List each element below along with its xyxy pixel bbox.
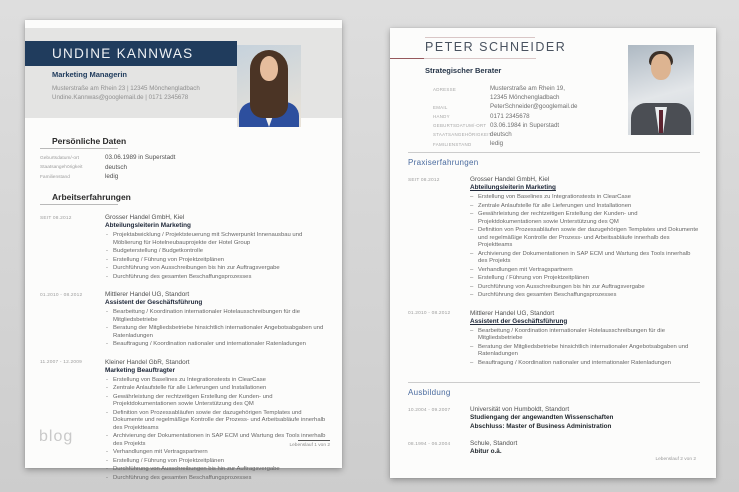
experience-entry [40,359,332,484]
entry-institution: Universität von Humboldt, Standort [470,406,570,413]
entry-date: SEIT 08.2012 [408,177,440,183]
entry-bullet-list [105,232,332,281]
entry-company: Kleiner Handel GbR, Standort [105,358,190,366]
entry-bullet-list [470,194,700,300]
degree-line: Studiengang der angewandten Wissenschaften [470,414,614,421]
page-footer [289,440,330,448]
section-divider [408,382,700,383]
field-value: 03.06.1989 in Superstadt [105,154,176,161]
cv-document-left [25,20,342,481]
bullet-item: - Erstellung / Führung von Projektzeitplänen [105,458,332,466]
bullet-item: - Projektabwicklung / Projektsteuerung mit Schwerpunkt Innenausbau und Möblierung für Hotelneubauprojekte der Hotel Group [105,232,332,247]
bullet-item: - Erstellung von Baselines zu Integrationstests in ClearCase [105,377,332,385]
bullet-item: – Bearbeitung / Koordination internationaler Hotelausschreibungen für die Mitgliedsbetriebe [470,328,700,343]
personal-info-row [433,131,623,138]
entry-company: Mittlerer Handel UG, Standort [470,309,555,317]
entry-body [470,176,700,301]
field-label: ADRESSE [433,86,457,92]
education-entry [408,406,700,431]
bullet-item: - Bearbeitung / Koordination internationaler Hotelausschreibungen für die Mitgliedsbetriebe [105,309,332,324]
field-label: FAMILIENSTAND [433,141,472,147]
footer-page-number: Lebenslauf 1 von 2 [289,443,330,448]
bullet-item: – Beauftragung / Koordination nationaler und internationaler Ratenladungen [470,360,700,368]
cv-document-right [390,28,716,478]
bullet-item: - Durchführung von Ausschreibungen bis hin zur Auftragsvergabe [105,466,332,474]
bullet-item: - Beauftragung / Koordination nationaler und internationaler Ratenladungen [105,341,332,349]
section-heading-text: Ausbildung [408,388,451,397]
bullet-item: - Gewährleistung der rechtzeitigen Erstellung der Kunden- und Projektdokumentationen sowie Unterstützung des QM [105,394,332,409]
bullet-item: - Definition von Prozessabläufen sowie der dazugehörigen Templates und Dokumente und regelmäßige Kontrolle der Prozess- und Arbeitsabläufe innerhalb des Projektteams [105,410,332,433]
heading-underline [40,204,118,205]
personal-info-row [433,103,623,110]
field-value: 03.06.1984 in Superstadt [490,121,560,129]
footer-page-number: Lebenslauf 2 von 2 [655,457,696,462]
entry-degree-lines [470,448,700,457]
bullet-item: - Budgeterstellung / Budgetkontrolle [105,248,332,256]
personal-info-row [433,94,623,101]
entry-bullet-list [470,328,700,368]
person-name: UNDINE KANNWAS [52,46,194,61]
personal-info-rows [433,85,623,149]
entry-date: 01.2010 - 08.2012 [408,311,451,316]
bullet-item: - Verhandlungen mit Vertragspartnern [105,449,332,457]
person-name: PETER SCHNEIDER [425,40,567,54]
contact-email-line: Undine.Kannwas@googlemail.de | 0171 2345678 [52,94,189,101]
entry-role: Assistent der Geschäftsführung [470,317,568,325]
job-title: Strategischer Berater [425,66,502,75]
entry-company: Mittlerer Handel UG, Standort [105,291,190,298]
document-body [40,136,332,483]
bullet-item: – Erstellung von Baselines zu Integrationstests in ClearCase [470,194,700,202]
section-heading-text: Praxiserfahrungen [408,158,479,167]
education-entry [408,440,700,457]
entry-body [470,406,700,431]
section-heading-text: Arbeitserfahrungen [52,192,131,202]
entry-degree-lines [470,414,700,431]
entry-date: 10.2004 - 09.2007 [408,407,451,413]
experience-entry [408,176,700,301]
entry-body [470,440,700,457]
field-value: 12345 Mönchengladbach [490,94,560,102]
experience-entry [40,214,332,282]
entry-bullet-list [105,377,332,483]
bullet-item: - Beratung der Mitgliedsbetriebe hinsichtlich internationaler Angebotsabgaben und Ratenladungen [105,325,332,340]
bullet-item: – Durchführung von Ausschreibungen bis hin zur Auftragsvergabe [470,284,700,292]
entry-role: Abteilungsleiterin Marketing [105,222,191,229]
field-value: PeterSchneider@googlemail.de [490,103,578,111]
field-label [433,94,490,101]
watermark-blog: blog [39,428,74,445]
personal-info-row [433,122,623,129]
bullet-item: - Erstellung / Führung von Projektzeitplänen [105,257,332,265]
entry-date: 01.2010 - 08.2012 [40,292,83,298]
entry-role: Assistent der Geschäftsführung [105,299,203,306]
field-value: ledig [490,140,504,148]
field-label: Geburtsdatum/-ort [40,155,79,161]
field-label: Staatsangehörigkeit [40,165,83,170]
photo-face-shape [651,54,671,80]
personal-info-row [433,85,623,92]
personal-data-row [40,154,332,161]
bullet-item: – Archivierung der Dokumentationen in SAP ECM und Wartung des Tools innerhalb des Projekts [470,251,700,266]
bullet-item: - Durchführung des gesamten Beschaffungsprozesses [105,475,332,483]
document-body [408,152,700,457]
section-divider [408,152,700,153]
section-work-experience [408,152,700,368]
entry-body [105,214,332,282]
field-value: deutsch [105,163,128,171]
heading-underline [40,148,118,149]
section-heading-text: Persönliche Daten [52,136,127,146]
entry-company: Grosser Handel GmbH, Kiel [105,214,185,221]
bullet-item: – Gewährleistung der rechtzeitigen Erstellung der Kunden- und Projektdokumentationen sowie Unterstützung des QM [470,211,700,226]
degree-line: Abitur o.ä. [470,448,502,455]
personal-data-row [40,164,332,171]
entry-role: Abteilungsleiterin Marketing [470,184,556,191]
name-topline [425,37,535,38]
entry-body [105,291,332,350]
personal-info-row [433,140,623,147]
entry-date: SEIT 08.2012 [40,215,72,221]
portrait-photo-man [628,45,694,135]
contact-info [52,84,200,102]
field-label: STAATSANGEHÖRIGKEIT [433,132,492,138]
experience-entry [408,310,700,369]
bullet-item: – Verhandlungen mit Vertragspartnern [470,267,700,275]
field-label: HANDY [433,114,450,120]
bullet-item: – Beratung der Mitgliedsbetriebe hinsichtlich internationaler Angebotsabgaben und Ratenladungen [470,344,700,359]
bullet-item: - Zentrale Anlaufstelle für alle Lieferungen und Installationen [105,385,332,393]
bullet-item: - Durchführung des gesamten Beschaffungsprozesses [105,274,332,282]
section-heading-personal-data [52,136,332,149]
field-label: Familienstand [40,174,70,180]
field-value: Musterstraße am Rhein 19, [490,85,565,92]
name-underline [390,58,536,59]
photo-tie-shape [659,110,663,133]
section-heading-work-experience [52,192,332,205]
field-label: GEBURTSDATUM/-ORT [433,123,487,129]
bullet-item: - Archivierung der Dokumentationen in SAP ECM und Wartung des Tools innerhalb des Projekts [105,433,332,448]
bullet-item: – Erstellung / Führung von Projektzeitplänen [470,275,700,283]
bullet-item: – Zentrale Anlaufstelle für alle Lieferungen und Installationen [470,203,700,211]
portrait-photo-woman [237,45,301,127]
entry-date: 08.1994 - 06.2004 [408,441,451,447]
field-value: 0171 2345678 [490,112,530,120]
personal-info-row [433,113,623,120]
entry-body [105,359,332,484]
degree-line: Abschluss: Master of Business Administration [470,422,612,430]
entry-bullet-list [105,309,332,349]
field-value: deutsch [490,130,512,138]
contact-address-line: Musterstraße am Rhein 23 | 12345 Mönchengladbach [52,85,200,92]
personal-data-row [40,173,332,180]
photo-face-shape [260,56,278,81]
personal-data-rows [40,154,332,180]
entry-date: 11.2007 - 12.2009 [40,360,82,365]
bullet-item: – Durchführung des gesamten Beschaffungsprozesses [470,292,700,300]
bullet-item: - Durchführung von Ausschreibungen bis hin zur Auftragsvergabe [105,265,332,273]
job-title: Marketing Managerin [52,70,128,79]
entry-institution: Schule, Standort [470,440,518,447]
section-education [408,382,700,457]
entry-body [470,310,700,369]
footer-line [298,440,330,441]
experience-entry [40,291,332,350]
entry-company: Grosser Handel GmbH, Kiel [470,176,550,183]
field-label: EMAIL [433,104,448,110]
bullet-item: – Definition von Prozessabläufen sowie der dazugehörigen Templates und Dokumente und regelmäßige Kontrolle der Prozess- und Arbeitsabläufe innerhalb des Projektteams [470,227,700,250]
entry-role: Marketing Beauftragter [105,366,175,374]
field-value: ledig [105,173,119,180]
name-banner [25,41,237,66]
